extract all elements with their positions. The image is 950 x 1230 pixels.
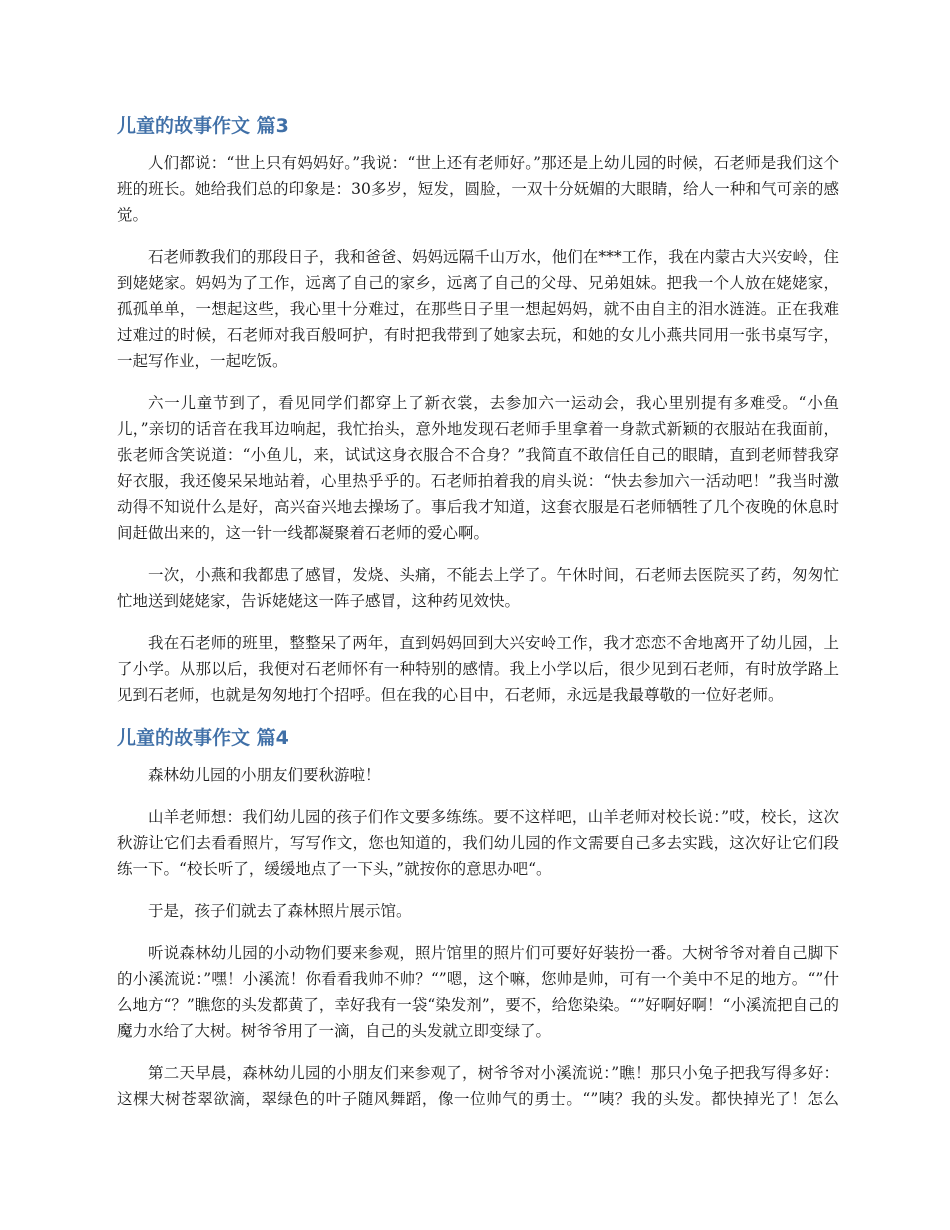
document-body <box>117 112 839 1154</box>
paragraph: 人们都说：“世上只有妈妈好。”我说：“世上还有老师好。”那还是上幼儿园的时候，石老师是我们这个班的班长。她给我们总的印象是：30多岁，短发，圆脸，一双十分妩媚的大眼睛，给人一种和气可亲的感觉。 <box>117 154 839 224</box>
paragraph: 石老师教我们的那段日子，我和爸爸、妈妈远隔千山万水，他们在***工作，我在内蒙古大兴安岭，住到姥姥家。妈妈为了工作，远离了自己的家乡，远离了自己的父母、兄弟姐妹。把我一个人放在姥姥家，孤孤单单，一想起这些，我心里十分难过，在那些日子里一想起妈妈，就不由自主的泪水涟涟。正在我难过难过的时候，石老师对我百般呵护，有时把我带到了她家去玩，和她的女儿小燕共同用一张书桌写字，一起写作业，一起吃饭。 <box>117 248 839 370</box>
paragraph: 一次，小燕和我都患了感冒，发烧、头痛，不能去上学了。午休时间，石老师去医院买了药，匆匆忙忙地送到姥姥家，告诉姥姥这一阵子感冒，这种药见效快。 <box>117 566 839 610</box>
paragraph: 听说森林幼儿园的小动物们要来参观，照片馆里的照片们可要好好装扮一番。大树爷爷对着自己脚下的小溪流说：”嘿！小溪流！你看看我帅不帅？“”嗯，这个嘛，您帅是帅，可有一个美中不足的地方。“”什么地方“？”瞧您的头发都黄了，幸好我有一袋“染发剂”，要不，给您染染。“”好啊好啊！“小溪流把自己的魔力水给了大树。树爷爷用了一滴，自己的头发就立即变绿了。 <box>117 944 839 1040</box>
paragraph: 森林幼儿园的小朋友们要秋游啦！ <box>148 766 381 784</box>
section-title: 儿童的故事作文 篇3 <box>117 115 289 137</box>
paragraph: 山羊老师想：我们幼儿园的孩子们作文要多练练。要不这样吧，山羊老师对校长说：”哎，校长，这次秋游让它们去看看照片，写写作文，您也知道的，我们幼儿园的作文需要自己多去实践，这次好让它们段练一下。“校长听了，缓缓地点了一下头，”就按你的意思办吧“。 <box>117 808 839 878</box>
page-bottom-margin <box>0 1108 950 1230</box>
paragraph: 第二天早晨，森林幼儿园的小朋友们来参观了，树爷爷对小溪流说：”瞧！那只小兔子把我写得多好：这棵大树苍翠欲滴，翠绿色的叶子随风舞蹈，像一位帅气的勇士。“”咦？我的头发。都快掉光了！怎么 <box>117 1064 839 1108</box>
paragraph: 六一儿童节到了，看见同学们都穿上了新衣裳，去参加六一运动会，我心里别提有多难受。“小鱼儿，”亲切的话音在我耳边响起，我忙抬头，意外地发现石老师手里拿着一身款式新颖的衣服站在我面前，张老师含笑说道：“小鱼儿，来，试试这身衣服合不合身？”我简直不敢信任自己的眼睛，直到老师替我穿好衣服，我还傻呆呆地站着，心里热乎乎的。石老师拍着我的肩头说：“快去参加六一活动吧！”我当时激动得不知说什么是好，高兴奋兴地去操场了。事后我才知道，这套衣服是石老师牺牲了几个夜晚的休息时间赶做出来的，这一针一线都凝聚着石老师的爱心啊。 <box>117 394 839 542</box>
section-title: 儿童的故事作文 篇4 <box>117 727 289 749</box>
paragraph: 于是，孩子们就去了森林照片展示馆。 <box>148 902 412 920</box>
paragraph: 我在石老师的班里，整整呆了两年，直到妈妈回到大兴安岭工作，我才恋恋不舍地离开了幼儿园，上了小学。从那以后，我便对石老师怀有一种特别的感情。我上小学以后，很少见到石老师，有时放学路上见到石老师，也就是匆匆地打个招呼。但在我的心目中，石老师，永远是我最尊敬的一位好老师。 <box>117 634 839 704</box>
